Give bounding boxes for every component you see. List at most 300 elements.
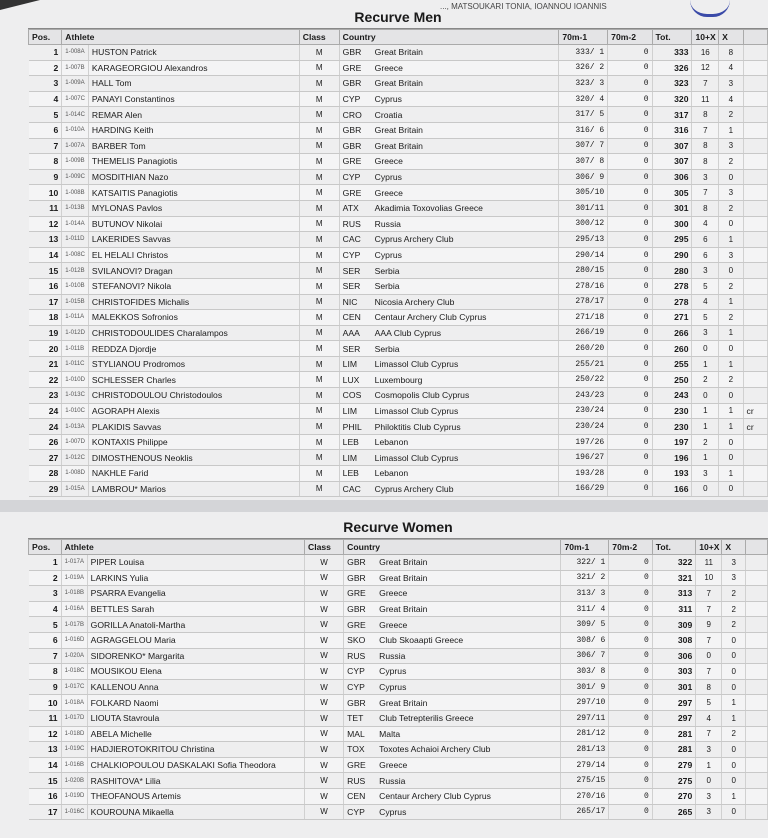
athlete-name: KATSAITIS Panagiotis [88, 185, 299, 201]
col-x: X [719, 30, 743, 45]
target-code: 1-010C [62, 403, 89, 419]
tens-x: 8 [692, 154, 719, 170]
score-70m2: 0 [608, 325, 652, 341]
table-row [29, 278, 768, 294]
x-count: 0 [722, 757, 746, 773]
table-row [29, 632, 768, 648]
table-row [29, 710, 768, 726]
table-row [29, 403, 768, 419]
score-70m2: 0 [608, 247, 652, 263]
score-70m1: 306/ 9 [559, 169, 608, 185]
tens-x: 3 [696, 742, 722, 758]
score-70m1: 307/ 7 [559, 138, 608, 154]
pos: 2 [29, 60, 62, 76]
country [339, 76, 559, 92]
score-70m2: 0 [608, 91, 652, 107]
target-code: 1-016C [61, 804, 87, 820]
total: 166 [652, 481, 692, 497]
tens-x: 0 [696, 648, 722, 664]
class: M [299, 232, 339, 248]
target-code: 1-008C [62, 247, 89, 263]
target-code: 1-013C [62, 388, 89, 404]
tens-x: 8 [696, 679, 722, 695]
pos: 15 [29, 263, 62, 279]
note [746, 586, 768, 602]
score-70m2: 0 [609, 617, 652, 633]
athlete-name: KARAGEORGIOU Alexandros [88, 60, 299, 76]
country-name: Nicosia Archery Club [374, 296, 455, 307]
country-code: CEN [347, 791, 366, 802]
class: M [299, 310, 339, 326]
athlete-name: ABELA Michelle [87, 726, 304, 742]
country-code: CYP [342, 250, 361, 261]
score-70m1: 193/28 [559, 466, 608, 482]
pos: 11 [29, 200, 62, 216]
total: 281 [652, 742, 695, 758]
country [339, 341, 559, 357]
score-70m2: 0 [608, 107, 652, 123]
score-70m1: 301/ 9 [561, 679, 609, 695]
total: 306 [652, 648, 695, 664]
score-70m1: 290/14 [559, 247, 608, 263]
athlete-name: KONTAXIS Philippe [88, 434, 299, 450]
score-70m2: 0 [609, 742, 652, 758]
country [344, 617, 561, 633]
note: cr [743, 403, 767, 419]
country-code: LEB [342, 468, 359, 479]
score-70m1: 196/27 [559, 450, 608, 466]
pos: 5 [29, 107, 62, 123]
note [743, 325, 767, 341]
country [339, 122, 559, 138]
score-70m1: 265/17 [561, 804, 609, 820]
country-code: CYP [347, 806, 365, 817]
country-code: GRE [347, 619, 366, 630]
table-row [29, 216, 768, 232]
country-name: AAA Club Cyprus [374, 327, 442, 338]
note [743, 450, 767, 466]
score-70m1: 300/12 [559, 216, 608, 232]
athlete-name: REDDZA Djordje [88, 341, 299, 357]
target-code: 1-020A [61, 648, 87, 664]
country-name: Limassol Club Cyprus [374, 405, 459, 416]
score-70m2: 0 [608, 419, 652, 435]
table-row [29, 185, 768, 201]
men-section [28, 6, 768, 497]
x-count: 2 [722, 586, 746, 602]
athlete-name: CHRISTOFIDES Michalis [88, 294, 299, 310]
pos: 13 [29, 742, 62, 758]
score-70m2: 0 [609, 757, 652, 773]
target-code: 1-009C [62, 169, 89, 185]
pos: 15 [29, 773, 62, 789]
target-code: 1-014A [62, 216, 89, 232]
x-count: 0 [719, 263, 743, 279]
x-count: 3 [722, 570, 746, 586]
athlete-name: REMAR Alen [88, 107, 299, 123]
country-code: SER [342, 343, 361, 354]
country-name: Cyprus Archery Club [374, 483, 454, 494]
target-code: 1-014C [62, 107, 89, 123]
total: 295 [652, 232, 692, 248]
total: 230 [652, 419, 692, 435]
score-70m1: 230/24 [559, 403, 608, 419]
note [746, 679, 768, 695]
col-10x: 10+X [692, 30, 719, 45]
score-70m2: 0 [608, 45, 652, 61]
class: M [299, 388, 339, 404]
athlete-name: HADJIEROTOKRITOU Christina [87, 742, 304, 758]
target-code: 1-019D [61, 788, 87, 804]
country-name: Limassol Club Cyprus [374, 359, 459, 370]
country [339, 325, 559, 341]
pos: 19 [29, 325, 62, 341]
target-code: 1-017D [61, 710, 87, 726]
score-70m2: 0 [608, 200, 652, 216]
x-count: 3 [719, 138, 743, 154]
pos: 14 [29, 247, 62, 263]
note [743, 122, 767, 138]
score-70m1: 307/ 8 [559, 154, 608, 170]
country-name: Club Tetrepterilis Greece [379, 713, 474, 724]
total: 307 [652, 154, 692, 170]
note [743, 294, 767, 310]
athlete-name: HARDING Keith [88, 122, 299, 138]
athlete-name: LARKINS Yulia [87, 570, 304, 586]
col-10x: 10+X [696, 540, 722, 555]
target-code: 1-016B [61, 757, 87, 773]
total: 278 [652, 278, 692, 294]
class: W [305, 664, 344, 680]
total: 308 [652, 632, 695, 648]
x-count: 0 [719, 216, 743, 232]
class: M [299, 325, 339, 341]
x-count: 2 [719, 310, 743, 326]
target-code: 1-009B [62, 154, 89, 170]
athlete-name: BETTLES Sarah [87, 601, 304, 617]
table-row [29, 586, 768, 602]
col-class: Class [299, 30, 339, 45]
athlete-name: BARBER Tom [88, 138, 299, 154]
table-row [29, 232, 768, 248]
country-name: Centaur Archery Club Cyprus [374, 312, 487, 323]
note [743, 247, 767, 263]
score-70m2: 0 [609, 555, 652, 571]
tens-x: 7 [692, 122, 719, 138]
table-row [29, 695, 768, 711]
total: 303 [652, 664, 695, 680]
target-code: 1-007B [62, 60, 89, 76]
x-count: 1 [719, 294, 743, 310]
country [339, 232, 559, 248]
class: M [299, 341, 339, 357]
note [746, 601, 768, 617]
tens-x: 9 [696, 617, 722, 633]
tens-x: 4 [692, 216, 719, 232]
tens-x: 11 [696, 555, 722, 571]
target-code: 1-018D [61, 726, 87, 742]
tens-x: 5 [692, 278, 719, 294]
x-count: 2 [722, 601, 746, 617]
total: 311 [652, 601, 695, 617]
class: M [299, 138, 339, 154]
tens-x: 1 [692, 403, 719, 419]
note [743, 466, 767, 482]
country-name: Greece [374, 187, 403, 198]
class: M [299, 450, 339, 466]
country-name: Philoktitis Club Cyprus [374, 421, 461, 432]
score-70m2: 0 [608, 122, 652, 138]
country-name: Cyprus [379, 682, 407, 693]
class: M [299, 107, 339, 123]
pos: 10 [29, 695, 62, 711]
score-70m1: 280/15 [559, 263, 608, 279]
target-code: 1-008D [62, 466, 89, 482]
class: W [305, 695, 344, 711]
country-code: NIC [342, 296, 358, 307]
pos: 4 [29, 91, 62, 107]
table-row [29, 45, 768, 61]
total: 301 [652, 679, 695, 695]
class: M [299, 216, 339, 232]
athlete-name: SVILANOVI? Dragan [88, 263, 299, 279]
target-code: 1-007D [62, 434, 89, 450]
tens-x: 1 [696, 757, 722, 773]
col-tot: Tot. [652, 540, 695, 555]
class: M [299, 247, 339, 263]
score-70m1: 279/14 [561, 757, 609, 773]
note: cr [743, 419, 767, 435]
class: M [299, 154, 339, 170]
table-row [29, 325, 768, 341]
athlete-name: HALL Tom [88, 76, 299, 92]
tens-x: 7 [692, 76, 719, 92]
note [746, 788, 768, 804]
country-code: GBR [347, 557, 366, 568]
country-name: Lebanon [374, 437, 409, 448]
country-code: CYP [347, 666, 365, 677]
x-count: 1 [722, 788, 746, 804]
x-count: 0 [719, 388, 743, 404]
x-count: 2 [722, 617, 746, 633]
class: M [299, 278, 339, 294]
total: 317 [652, 107, 692, 123]
col-class: Class [305, 540, 344, 555]
country-code: CAC [342, 483, 361, 494]
x-count: 0 [722, 648, 746, 664]
score-70m1: 297/10 [561, 695, 609, 711]
class: W [305, 617, 344, 633]
athlete-name: LAKERIDES Savvas [88, 232, 299, 248]
table-row [29, 555, 768, 571]
score-70m2: 0 [608, 450, 652, 466]
country [344, 648, 561, 664]
class: W [305, 632, 344, 648]
score-70m1: 281/13 [561, 742, 609, 758]
country [344, 601, 561, 617]
x-count: 1 [719, 232, 743, 248]
score-70m1: 275/15 [561, 773, 609, 789]
country [344, 788, 561, 804]
x-count: 0 [722, 632, 746, 648]
total: 333 [652, 45, 692, 61]
country-name: Limassol Club Cyprus [374, 452, 459, 463]
country [344, 710, 561, 726]
athlete-name: GORILLA Anatoli-Martha [87, 617, 304, 633]
tens-x: 8 [692, 138, 719, 154]
country [339, 263, 559, 279]
women-section [28, 516, 768, 820]
country-name: Cyprus [379, 666, 407, 677]
country [339, 45, 559, 61]
score-70m2: 0 [608, 138, 652, 154]
col-athlete: Athlete [61, 540, 304, 555]
score-70m1: 333/ 1 [559, 45, 608, 61]
country-name: Greece [379, 619, 408, 630]
table-row [29, 107, 768, 123]
score-70m1: 295/13 [559, 232, 608, 248]
country-code: GBR [342, 47, 362, 58]
target-code: 1-007A [62, 138, 89, 154]
class: W [305, 757, 344, 773]
table-row [29, 60, 768, 76]
target-code: 1-015A [62, 481, 89, 497]
total: 197 [652, 434, 692, 450]
table-row [29, 419, 768, 435]
note [743, 76, 767, 92]
x-count: 0 [719, 169, 743, 185]
tens-x: 4 [692, 294, 719, 310]
note [746, 695, 768, 711]
col-70m1: 70m-1 [559, 30, 608, 45]
country-code: GRE [342, 187, 362, 198]
country-code: CAC [342, 234, 361, 245]
country-name: Serbia [374, 343, 400, 354]
target-code: 1-019A [61, 570, 87, 586]
tens-x: 3 [692, 169, 719, 185]
country [344, 555, 561, 571]
note [746, 648, 768, 664]
note [746, 757, 768, 773]
note [743, 138, 767, 154]
score-70m1: 166/29 [559, 481, 608, 497]
country-name: Cyprus [374, 94, 402, 105]
pos: 23 [29, 388, 62, 404]
score-70m2: 0 [608, 310, 652, 326]
target-code: 1-015B [62, 294, 89, 310]
women-table-body [29, 555, 768, 820]
x-count: 3 [719, 247, 743, 263]
country-code: RUS [347, 650, 366, 661]
pos: 6 [29, 632, 62, 648]
country [339, 481, 559, 497]
score-70m1: 243/23 [559, 388, 608, 404]
pos: 24 [29, 419, 62, 435]
athlete-name: CHRISTODOULOU Christodoulos [88, 388, 299, 404]
score-70m2: 0 [609, 726, 652, 742]
score-70m2: 0 [609, 664, 652, 680]
table-row [29, 169, 768, 185]
pos: 9 [29, 679, 62, 695]
men-header-row [29, 30, 768, 45]
country [339, 154, 559, 170]
total: 281 [652, 726, 695, 742]
pos: 28 [29, 466, 62, 482]
table-row [29, 617, 768, 633]
country [344, 726, 561, 742]
athlete-name: PLAKIDIS Savvas [88, 419, 299, 435]
country-code: GBR [342, 140, 362, 151]
country-code: PHIL [342, 421, 362, 432]
country-name: Cyprus [374, 172, 402, 183]
country-name: Greece [379, 588, 408, 599]
target-code: 1-012C [62, 450, 89, 466]
col-70m2: 70m-2 [608, 30, 652, 45]
country [339, 403, 559, 419]
tens-x: 1 [692, 419, 719, 435]
score-70m2: 0 [609, 586, 652, 602]
score-70m2: 0 [608, 169, 652, 185]
class: M [299, 60, 339, 76]
note [746, 773, 768, 789]
note [743, 232, 767, 248]
target-code: 1-013A [62, 419, 89, 435]
score-70m1: 305/10 [559, 185, 608, 201]
tens-x: 11 [692, 91, 719, 107]
target-code: 1-010B [62, 278, 89, 294]
score-70m2: 0 [608, 263, 652, 279]
tens-x: 7 [696, 632, 722, 648]
athlete-name: KOUROUNA Mikaella [87, 804, 304, 820]
note [743, 154, 767, 170]
score-70m1: 303/ 8 [561, 664, 609, 680]
score-70m2: 0 [608, 466, 652, 482]
note [746, 570, 768, 586]
pos: 29 [29, 481, 62, 497]
country-name: Greece [374, 156, 403, 167]
class: W [305, 586, 344, 602]
country [339, 356, 559, 372]
score-70m1: 271/18 [559, 310, 608, 326]
total: 316 [652, 122, 692, 138]
class: M [299, 169, 339, 185]
note [743, 185, 767, 201]
x-count: 1 [719, 356, 743, 372]
country-code: TET [347, 713, 364, 724]
note [743, 434, 767, 450]
class: M [299, 76, 339, 92]
athlete-name: STYLIANOU Prodromos [88, 356, 299, 372]
score-70m1: 230/24 [559, 419, 608, 435]
tens-x: 5 [696, 695, 722, 711]
total: 305 [652, 185, 692, 201]
pos: 20 [29, 341, 62, 357]
target-code: 1-010D [62, 372, 89, 388]
class: M [299, 481, 339, 497]
athlete-name: RASHITOVA* Lilia [87, 773, 304, 789]
class: M [299, 200, 339, 216]
score-70m2: 0 [609, 788, 652, 804]
tens-x: 8 [692, 107, 719, 123]
country-name: Cyprus Archery Club [374, 234, 454, 245]
table-row [29, 91, 768, 107]
col-70m1: 70m-1 [561, 540, 609, 555]
country [339, 419, 559, 435]
country-name: Russia [374, 218, 401, 229]
country [339, 138, 559, 154]
pos: 27 [29, 450, 62, 466]
x-count: 3 [719, 185, 743, 201]
